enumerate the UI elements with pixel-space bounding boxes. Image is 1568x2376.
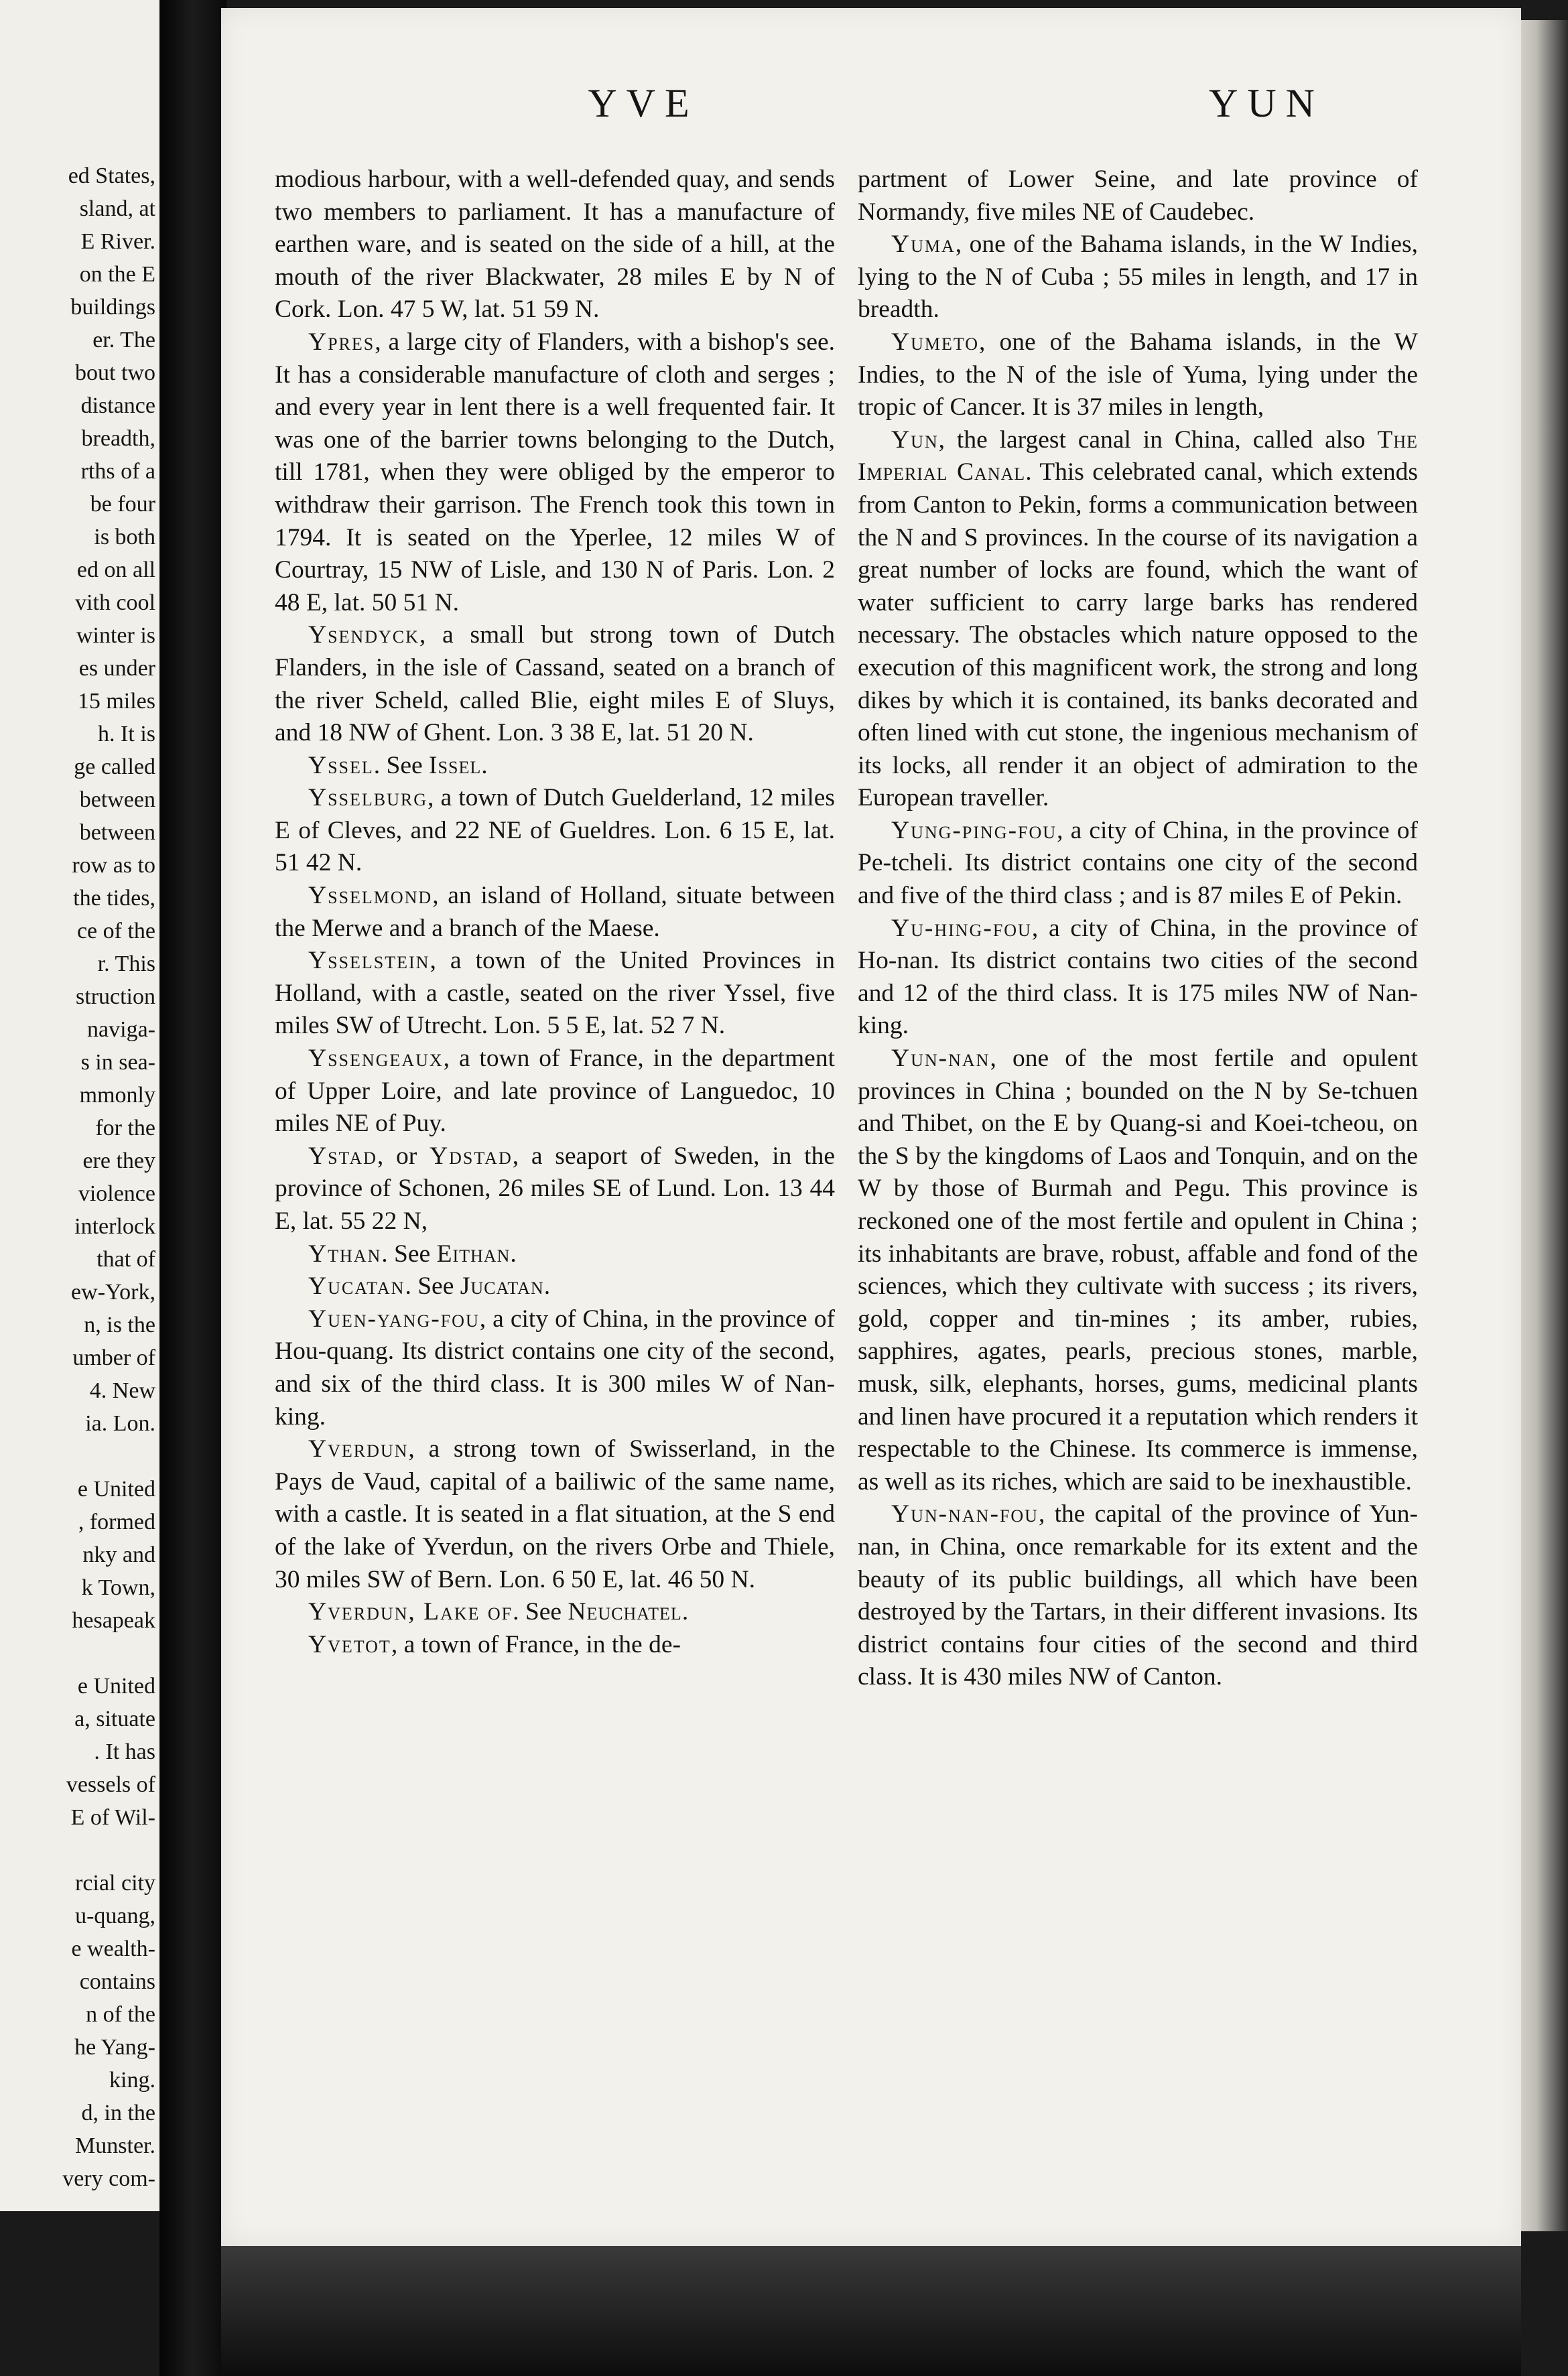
facing-page-line: bout two xyxy=(75,360,155,385)
gazetteer-entry xyxy=(858,1043,1418,1498)
entry-headword: Yverdun, Lake of xyxy=(308,1598,513,1626)
entry-headword: Yung-ping-fou xyxy=(891,816,1057,844)
facing-page-line: , formed xyxy=(78,1510,155,1534)
entry-text: . xyxy=(543,1272,551,1301)
facing-page-line: vith cool xyxy=(75,590,155,615)
facing-page-line: between xyxy=(79,820,155,845)
cross-reference: The Imperial Canal xyxy=(858,425,1418,486)
facing-page-line: king. xyxy=(109,2068,155,2093)
entry-text: , a city of China, in the province of Hou-quang. Its district contains one city of the second, and six of the third class. It is 300 miles W of Nan-king. xyxy=(275,1305,835,1431)
facing-page-fragment xyxy=(0,0,161,2211)
facing-page-line: k Town, xyxy=(81,1575,155,1600)
gazetteer-entry xyxy=(275,619,835,749)
facing-page-line: distance xyxy=(80,393,155,418)
gazetteer-entry xyxy=(275,880,835,945)
facing-page-line: n of the xyxy=(86,2002,155,2027)
facing-page-line: umber of xyxy=(72,1345,155,1370)
entry-text: . See xyxy=(373,751,430,779)
facing-page-line: ge called xyxy=(74,754,155,779)
facing-page-line: ed on all xyxy=(76,557,155,582)
entry-headword: Yun-nan xyxy=(891,1045,990,1073)
facing-page-line: the tides, xyxy=(73,886,155,911)
facing-page-line: ia. Lon. xyxy=(85,1411,155,1436)
entry-text: . xyxy=(481,751,488,779)
cross-reference: Eithan xyxy=(436,1240,511,1268)
facing-page-line: u-quang, xyxy=(75,1904,155,1928)
entry-text: . xyxy=(681,1598,689,1626)
book-page xyxy=(221,8,1521,2246)
gazetteer-entry xyxy=(275,326,835,619)
entry-headword: Yucatan xyxy=(308,1272,405,1301)
entry-headword: Yumeto xyxy=(891,328,980,356)
facing-page-line: buildings xyxy=(70,295,155,320)
entry-text: , a city of China, in the province of Pe-tcheli. Its district contains one city of the second and five of the third class ; and is 87 miles E of Pekin. xyxy=(858,816,1418,910)
facing-page-line: ed States, xyxy=(68,163,155,188)
entry-headword: Yssel xyxy=(308,751,374,779)
entry-text: . See xyxy=(405,1272,460,1301)
facing-page-line: is both xyxy=(94,525,155,549)
facing-page-line xyxy=(0,1834,159,1867)
facing-page-line: interlock xyxy=(74,1214,155,1239)
cross-reference: Jucatan xyxy=(460,1272,544,1301)
entry-text: partment of Lower Seine, and late province of Normandy, five miles NE of Caudebec. xyxy=(858,166,1418,226)
facing-page-line: e United xyxy=(77,1674,155,1699)
entry-headword: Ypres xyxy=(308,328,375,356)
facing-page-line: rcial city xyxy=(75,1871,155,1896)
entry-text: , one of the Bahama islands, in the W Indies, lying to the N of Cuba ; 55 miles in length, and 17 in breadth. xyxy=(858,230,1418,324)
entry-headword: Yuma xyxy=(891,230,956,259)
entry-text: , the largest canal in China, called also xyxy=(938,425,1378,454)
running-head-left: YVE xyxy=(588,81,699,125)
facing-page-line: violence xyxy=(78,1181,155,1206)
facing-page-text xyxy=(0,159,159,2195)
facing-page-line: h. It is xyxy=(98,722,155,746)
entry-text: . This celebrated canal, which extends from Canton to Pekin, forms a communication between the N and S provinces. In the course of its navigation a great number of locks are found, which the want of water sufficient to carry large barks has rendered necessary. The obstacles which nature opposed to the execution of this magnificent work, the strong and long dikes by which it is contained, its banks decorated and often lined with cut stone, the ingenious mechanism of its locks, all render it an object of admiration to the European traveller. xyxy=(858,458,1418,812)
entry-headword: Ysendyck xyxy=(308,621,419,649)
facing-page-line: naviga- xyxy=(87,1017,155,1042)
entry-text: , one of the most fertile and opulent provinces in China ; bounded on the N by Se-tchuen and Thibet, on the E by Quang-si and Koei-tcheou, on the S by the kingdoms of Laos and Tonquin, and on the W by those of Burmah and Pegu. This province is reckoned one of the most fertile and opulent in China ; its inhabitants are brave, robust, affable and fond of the sciences, which they cultivate with success ; its rivers, gold, copper and tin-mines ; its amber, rubies, sapphires, agates, pearls, precious stones, marble, musk, silk, elephants, horses, gums, medicinal plants and linen have procured it a reputation which renders it respectable to the Chinese. Its commerce is immense, as well as its riches, which are said to be inexhaustible. xyxy=(858,1045,1418,1496)
facing-page-line: e United xyxy=(77,1477,155,1502)
entry-headword: Ysselmond xyxy=(308,882,433,910)
gazetteer-entry xyxy=(275,1303,835,1433)
facing-page-line: . It has xyxy=(94,1739,155,1764)
entry-text: , a town of France, in the de- xyxy=(391,1630,681,1658)
facing-page-line: rths of a xyxy=(80,459,155,484)
facing-page-line: 15 miles xyxy=(77,689,155,714)
entry-text: . xyxy=(510,1240,517,1268)
facing-page-line: e wealth- xyxy=(71,1936,155,1961)
book-gutter xyxy=(159,0,226,2376)
entry-headword: Ythan xyxy=(308,1240,382,1268)
running-head-right: YUN xyxy=(1209,81,1324,125)
gazetteer-entry xyxy=(275,1629,835,1662)
column-right xyxy=(858,163,1418,1694)
cross-reference: Issel xyxy=(429,751,482,779)
facing-page-line: that of xyxy=(96,1247,155,1272)
facing-page-line xyxy=(0,1440,159,1473)
facing-page-line: for the xyxy=(95,1116,155,1140)
gazetteer-entry xyxy=(858,424,1418,815)
facing-page-line: hesapeak xyxy=(72,1608,155,1633)
entry-headword: Yverdun xyxy=(308,1435,409,1463)
page-edge xyxy=(1516,20,1568,2231)
facing-page-line: Munster. xyxy=(75,2133,155,2158)
facing-page-line: breadth, xyxy=(81,426,155,451)
facing-page-line: on the E xyxy=(79,262,155,287)
facing-page-line xyxy=(0,1637,159,1670)
entry-text: , the capital of the province of Yun-nan, in China, once remarkable for its extent and the beauty of its public buildings, all which have been destroyed by the Tartars, in their different invasions. Its district contains four cities of the second and third class. It is 430 miles NW of Canton. xyxy=(858,1500,1418,1691)
facing-page-line: very com- xyxy=(62,2166,155,2191)
gazetteer-entry xyxy=(858,913,1418,1043)
facing-page-line: row as to xyxy=(72,853,155,878)
entry-text: , a large city of Flanders, with a bishop's see. It has a considerable manufacture of cloth and serges ; and every year in lent there is a well frequented fair. It was one of the barrier towns belonging to the Dutch, till 1781, when they were obliged by the emperor to withdraw their garrison. The French took this town in 1794. It is seated on the Yperlee, 12 miles W of Courtray, 15 NW of Lisle, and 130 N of Paris. Lon. 2 48 E, lat. 50 51 N. xyxy=(275,328,835,616)
facing-page-line: winter is xyxy=(76,623,155,648)
entry-text: , a town of France, in the department of Upper Loire, and late province of Languedoc, 10 miles NE of Puy. xyxy=(275,1045,835,1138)
facing-page-line: sland, at xyxy=(79,196,155,221)
gazetteer-entry xyxy=(275,1270,835,1303)
gazetteer-entry xyxy=(275,163,835,326)
facing-page-line: a, situate xyxy=(74,1707,155,1731)
facing-page-line: be four xyxy=(90,492,155,517)
entry-text: , a town of the United Provinces in Holland, with a castle, seated on the river Yssel, five miles SW of Utrecht. Lon. 5 5 E, lat. 52 7 N. xyxy=(275,947,835,1040)
entry-text: , a city of China, in the province of Ho-nan. Its district contains two cities of the second and 12 of the third class. It is 175 miles NW of Nan-king. xyxy=(858,914,1418,1040)
facing-page-line: s in sea- xyxy=(80,1050,155,1075)
entry-text: , one of the Bahama islands, in the W Indies, to the N of the isle of Yuma, lying under the tropic of Cancer. It is 37 miles in length, xyxy=(858,328,1418,421)
entry-text: , a town of Dutch Guelderland, 12 miles E of Cleves, and 22 NE of Gueldres. Lon. 6 15 E, lat. 51 42 N. xyxy=(275,784,835,877)
gazetteer-entry xyxy=(275,1433,835,1596)
entry-text: . See xyxy=(381,1240,437,1268)
entry-headword: Ysselstein xyxy=(308,947,430,975)
facing-page-line: he Yang- xyxy=(74,2035,155,2060)
facing-page-line: struction xyxy=(76,984,155,1009)
entry-headword: Yun xyxy=(891,425,939,454)
entry-headword-alt: Ydstad xyxy=(430,1142,513,1170)
facing-page-line: between xyxy=(79,787,155,812)
page-bottom-shadow xyxy=(221,2246,1521,2376)
facing-page-line: ew-York, xyxy=(71,1280,155,1305)
column-left xyxy=(275,163,835,1661)
entry-text: , or xyxy=(377,1142,430,1170)
facing-page-line: mmonly xyxy=(79,1083,155,1108)
facing-page-line: nky and xyxy=(82,1542,155,1567)
facing-page-line: r. This xyxy=(97,951,155,976)
gazetteer-entry xyxy=(275,1043,835,1140)
gazetteer-entry xyxy=(858,163,1418,228)
gazetteer-entry xyxy=(275,1140,835,1238)
facing-page-line: contains xyxy=(79,1969,155,1994)
gazetteer-entry xyxy=(275,750,835,783)
entry-headword: Yun-nan-fou xyxy=(891,1500,1039,1528)
gazetteer-entry xyxy=(858,326,1418,424)
facing-page-line: d, in the xyxy=(81,2101,155,2125)
entry-text: . See xyxy=(513,1598,568,1626)
facing-page-line: er. The xyxy=(92,328,155,352)
gazetteer-entry xyxy=(275,1596,835,1629)
entry-text: , an island of Holland, situate between the Merwe and a branch of the Maese. xyxy=(275,882,835,942)
facing-page-line: ere they xyxy=(82,1148,155,1173)
entry-headword: Yuen-yang-fou xyxy=(308,1305,480,1333)
gazetteer-entry xyxy=(858,228,1418,326)
facing-page-line: ce of the xyxy=(76,919,155,943)
facing-page-line: 4. New xyxy=(89,1378,155,1403)
facing-page-line: n, is the xyxy=(84,1313,155,1337)
gazetteer-entry xyxy=(858,815,1418,913)
facing-page-line: E River. xyxy=(80,229,155,254)
entry-text: , a small but strong town of Dutch Flanders, in the isle of Cassand, seated on a branch of the river Scheld, called Blie, eight miles E of Sluys, and 18 NW of Ghent. Lon. 3 38 E, lat. 51 20 N. xyxy=(275,621,835,747)
facing-page-line: es under xyxy=(78,656,155,681)
entry-text: , a seaport of Sweden, in the province of Schonen, 26 miles SE of Lund. Lon. 13 44 E, lat. 55 22 N, xyxy=(275,1142,835,1235)
entry-headword: Yu-hing-fou xyxy=(891,914,1032,942)
facing-page-line: E of Wil- xyxy=(70,1805,155,1830)
gazetteer-entry xyxy=(275,782,835,880)
facing-page-line: vessels of xyxy=(66,1772,155,1797)
entry-headword: Yvetot xyxy=(308,1630,391,1658)
gazetteer-entry xyxy=(858,1498,1418,1694)
entry-headword: Ystad xyxy=(308,1142,377,1170)
entry-text: , a strong town of Swisserland, in the Pays de Vaud, capital of a bailiwic of the same name, with a castle. It is seated in a flat situation, at the S end of the lake of Yverdun, on the rivers Orbe and Thiele, 30 miles SW of Bern. Lon. 6 50 E, lat. 46 50 N. xyxy=(275,1435,835,1593)
entry-headword: Ysselburg xyxy=(308,784,428,812)
cross-reference: Neuchatel xyxy=(568,1598,682,1626)
entry-headword: Yssengeaux xyxy=(308,1045,444,1073)
gazetteer-entry xyxy=(275,1238,835,1271)
entry-text: modious harbour, with a well-defended quay, and sends two members to parliament. It has a manufacture of earthen ware, and is seated on the side of a hill, at the mouth of the river Blackwater, 28 miles E by N of Cork. Lon. 47 5 W, lat. 51 59 N. xyxy=(275,166,835,324)
gazetteer-entry xyxy=(275,945,835,1043)
